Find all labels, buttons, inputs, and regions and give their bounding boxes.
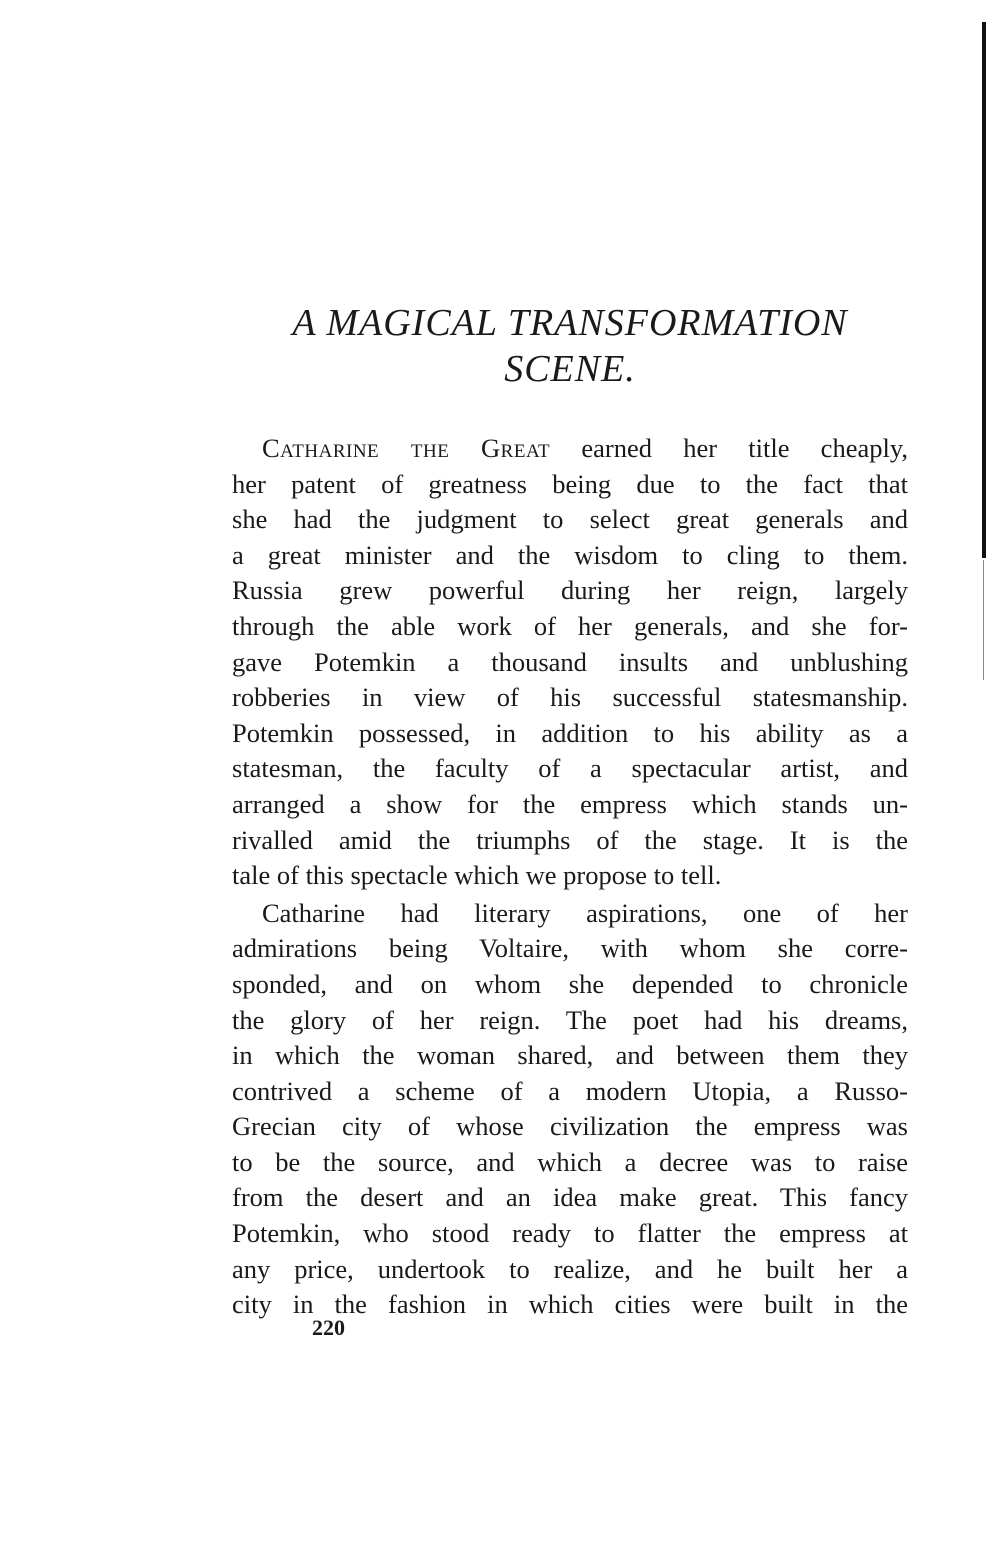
text-line [232,431,908,467]
text-line: Catharine had literary aspirations, one of her [262,897,908,928]
page-edge-shadow [982,22,986,558]
text-line: city in the fashion in which cities were built in the [232,1289,908,1320]
text-line-rest: earned her title cheaply, [550,433,908,463]
text-line: a great minister and the wisdom to cling to them. [232,539,908,570]
paragraph-2 [232,896,908,1323]
text-line: through the able work of her generals, and she for- [232,610,908,641]
text-line: rivalled amid the triumphs of the stage. It is the [232,824,908,855]
text-line: Grecian city of whose civilization the empress was [232,1111,908,1142]
page-number: 220 [312,1315,345,1340]
text-line: the glory of her reign. The poet had his dreams, [232,1004,908,1035]
text-line: contrived a scheme of a modern Utopia, a Russo- [232,1075,908,1106]
text-line: statesman, the faculty of a spectacular artist, and [232,753,908,784]
paragraph-1 [232,431,908,894]
chapter-title-line-2: SCENE. [504,348,636,390]
text-line: sponded, and on whom she depended to chronicle [232,968,908,999]
page-edge-line [983,560,984,680]
text-line: Potemkin, who stood ready to flatter the empress at [232,1218,908,1249]
text-line: gave Potemkin a thousand insults and unblushing [232,646,908,677]
body-text [232,431,908,1323]
text-line: any price, undertook to realize, and he built her a [232,1253,908,1284]
text-line: robberies in view of his successful statesmanship. [232,682,908,713]
text-line: admirations being Voltaire, with whom she corre- [232,933,908,964]
text-line: tale of this spectacle which we propose to tell. [232,860,722,891]
text-line: Potemkin possessed, in addition to his ability as a [232,717,908,748]
text-line: Russia grew powerful during her reign, largely [232,575,908,606]
text-line: to be the source, and which a decree was to raise [232,1146,908,1177]
text-line: arranged a show for the empress which stands un- [232,788,908,819]
lead-small-caps: Catharine the Great [262,433,551,463]
text-line: from the desert and an idea make great. This fancy [232,1182,908,1213]
chapter-title [232,300,908,392]
text-line: she had the judgment to select great generals and [232,504,908,535]
text-line: her patent of greatness being due to the fact that [232,468,908,499]
text-line: in which the woman shared, and between them they [232,1040,908,1071]
chapter-title-line-1: A MAGICAL TRANSFORMATION [292,302,848,344]
